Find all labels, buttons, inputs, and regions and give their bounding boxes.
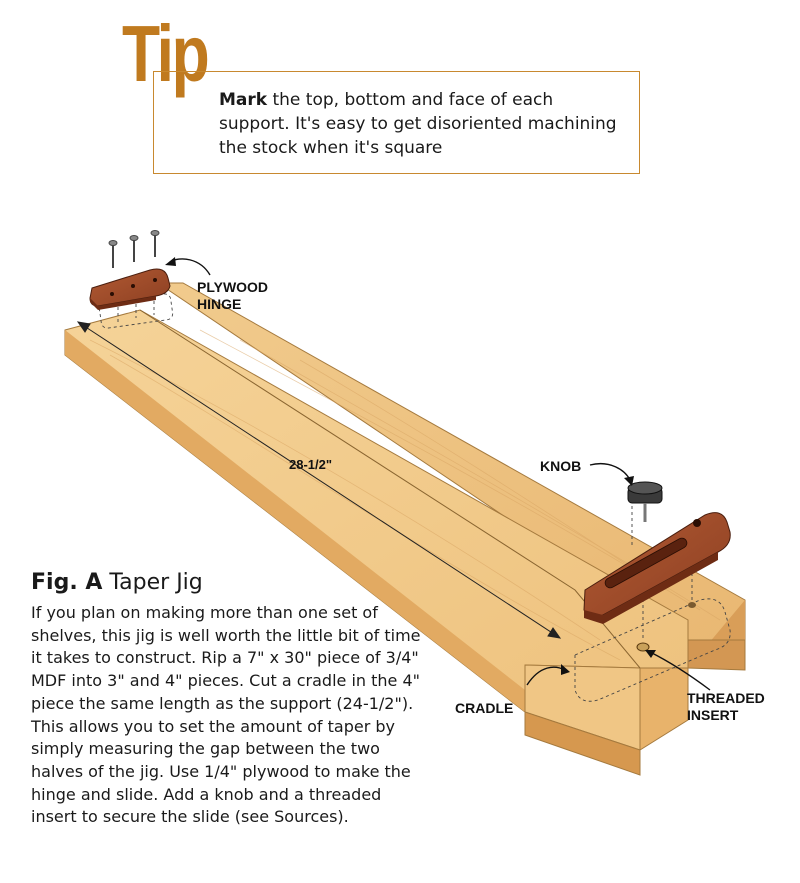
plywood-hinge (90, 269, 170, 310)
label-knob: KNOB (540, 458, 582, 474)
label-threaded-insert: THREADED INSERT (687, 690, 765, 723)
screws (109, 231, 159, 269)
figure-label: Fig. A (31, 570, 103, 595)
label-plywood-hinge: PLYWOOD HINGE (197, 279, 269, 312)
screw-3 (151, 231, 159, 258)
figure-name: Taper Jig (109, 570, 203, 595)
label-cradle: CRADLE (455, 700, 514, 716)
tip-bold-word: Mark (219, 90, 268, 110)
figure-title (31, 570, 203, 596)
figure-body: If you plan on making more than one set of shelves, this jig is well worth the little bit of time it takes to construct. Rip a 7" x 30" piece of 3/4" MDF into 3" and 4" pieces. Cut a cradle in the 4" piece the same length as the support (24-1/2"). This allows you to set the amount of taper by simply measuring the gap between the two halves of the jig. Use 1/4" plywood to make the hinge and slide. Add a knob and a threaded insert to secure the slide (see Sources). (31, 603, 421, 827)
screw-1 (109, 241, 117, 269)
label-dimension: 28-1/2" (289, 457, 333, 472)
tip-heading: Tip (122, 9, 208, 98)
knob (628, 482, 662, 522)
tip-body: the top, bottom and face of each support. It's easy to get disoriented machining the stock when it's square (219, 90, 617, 158)
screw-2 (130, 236, 138, 263)
